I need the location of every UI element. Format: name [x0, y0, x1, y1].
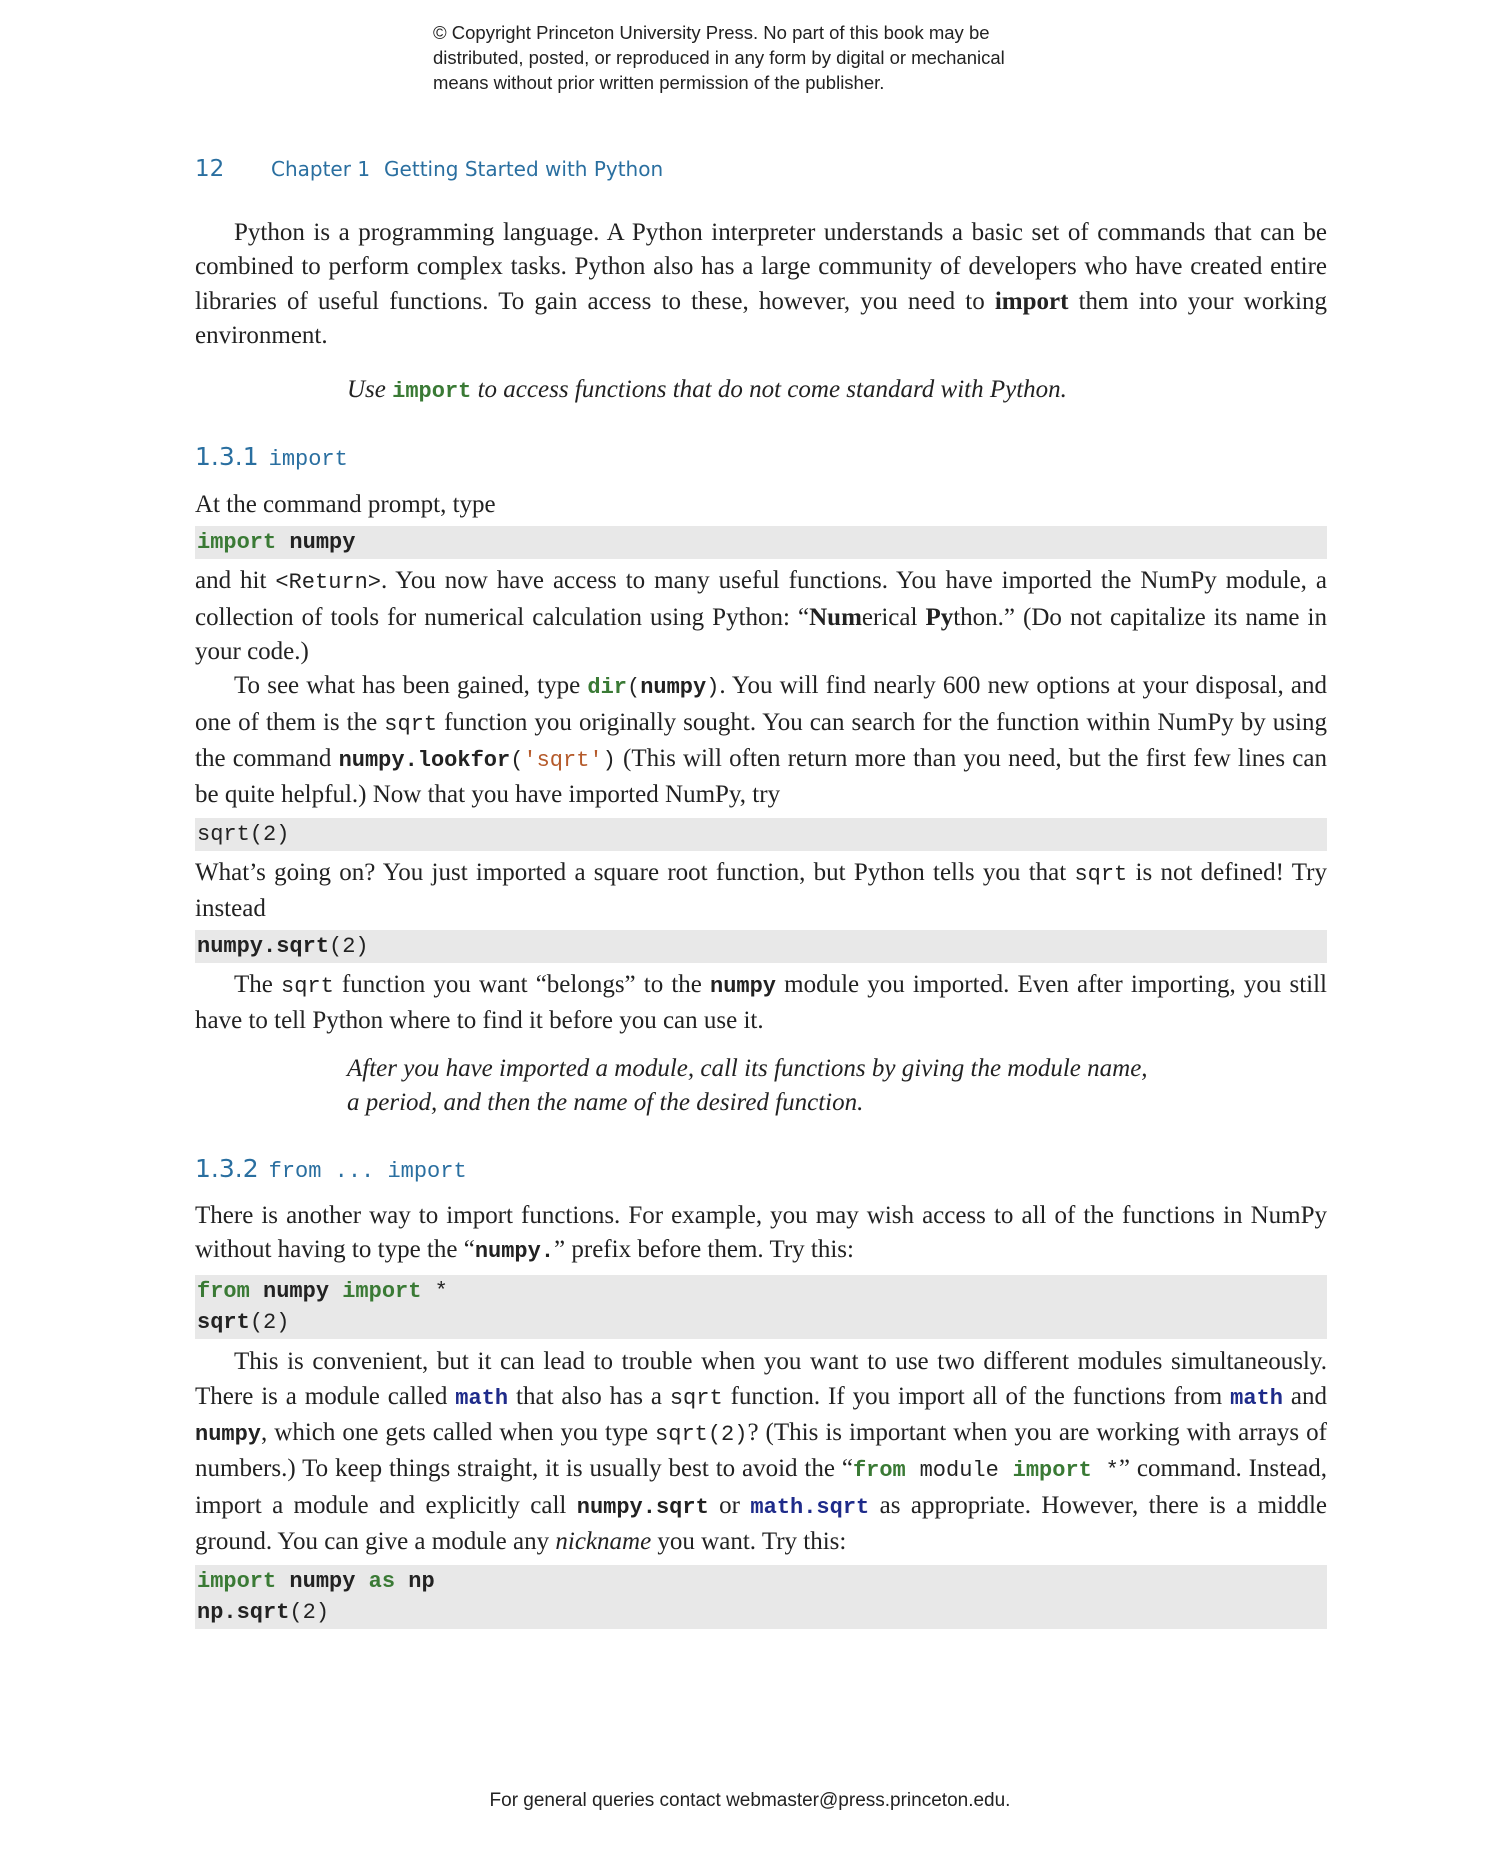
- page-body: [195, 216, 1327, 1629]
- callout-import: Use import to access functions that do not come standard with Python.: [347, 376, 1067, 405]
- code-block-import-numpy: import numpy: [195, 526, 1327, 559]
- paragraph-not-defined: What’s going on? You just imported a square root function, but Python tells you that sqrt is not defined! Try instead: [195, 858, 1327, 922]
- code-block-from-import: from numpy import * sqrt(2): [195, 1275, 1327, 1339]
- copyright-line: distributed, posted, or reproduced in any form by digital or mechanical: [433, 47, 1005, 68]
- code-block-import-as: import numpy as np np.sqrt(2): [195, 1565, 1327, 1629]
- code-block-sqrt: sqrt(2): [195, 818, 1327, 851]
- copyright-line: means without prior written permission of the publisher.: [433, 72, 885, 93]
- callout-module-functions: After you have imported a module, call its functions by giving the module name, a period, and then the name of the desired function.: [347, 1054, 1148, 1116]
- paragraph-dir: To see what has been gained, type dir(numpy). You will find nearly 600 new options at your disposal, and one of them is the sqrt function you originally sought. You can search for the function within NumPy by using the command numpy.lookfor('sqrt') (This will often return more than you need, but the first few lines can be quite helpful.) Now that you have imported NumPy, try: [195, 672, 1327, 809]
- paragraph-convenient: This is convenient, but it can lead to trouble when you want to use two different modules simultaneously. There is a module called math that also has a sqrt function. If you import all of the functions from math and numpy, which one gets called when you type sqrt(2)? (This is important when you are working with arrays of numbers.) To keep things straight, it is usually best to avoid the “from module import *” command. Instead, import a module and explicitly call numpy.sqrt or math.sqrt as appropriate. However, there is a middle ground. You can give a module any nickname you want. Try this:: [195, 1348, 1328, 1555]
- paragraph-intro: Python is a programming language. A Python interpreter understands a basic set of commands that can be combined to perform complex tasks. Python also has a large community of developers who have created entire libraries of useful functions. To gain access to these, however, you need to import them into your working environment.: [195, 219, 1327, 349]
- chapter-label: Chapter 1: [271, 157, 371, 181]
- section-heading-1-3-2: 1.3.2 from ... import: [195, 1153, 467, 1184]
- page-number: 12: [195, 156, 225, 182]
- copyright-line: © Copyright Princeton University Press. No part of this book may be: [433, 22, 990, 43]
- paragraph-belongs: The sqrt function you want “belongs” to the numpy module you imported. Even after importing, you still have to tell Python where to find it before you can use it.: [195, 971, 1327, 1035]
- running-head: [195, 156, 663, 182]
- paragraph-prompt: At the command prompt, type: [195, 491, 496, 519]
- section-heading-1-3-1: 1.3.1 import: [195, 442, 348, 473]
- code-block-numpy-sqrt: numpy.sqrt(2): [195, 930, 1327, 963]
- footer-contact: For general queries contact webmaster@press.princeton.edu.: [489, 1790, 1011, 1811]
- chapter-title: Getting Started with Python: [384, 157, 664, 181]
- paragraph-return: and hit <Return>. You now have access to many useful functions. You have imported the NumPy module, a collection of tools for numerical calculation using Python: “Numerical Python.” (Do not capitalize its name in your code.): [195, 567, 1328, 666]
- copyright-notice: [433, 20, 1133, 95]
- paragraph-another-way: There is another way to import functions. For example, you may wish access to all of the functions in NumPy without having to type the “numpy.” prefix before them. Try this:: [195, 1201, 1327, 1265]
